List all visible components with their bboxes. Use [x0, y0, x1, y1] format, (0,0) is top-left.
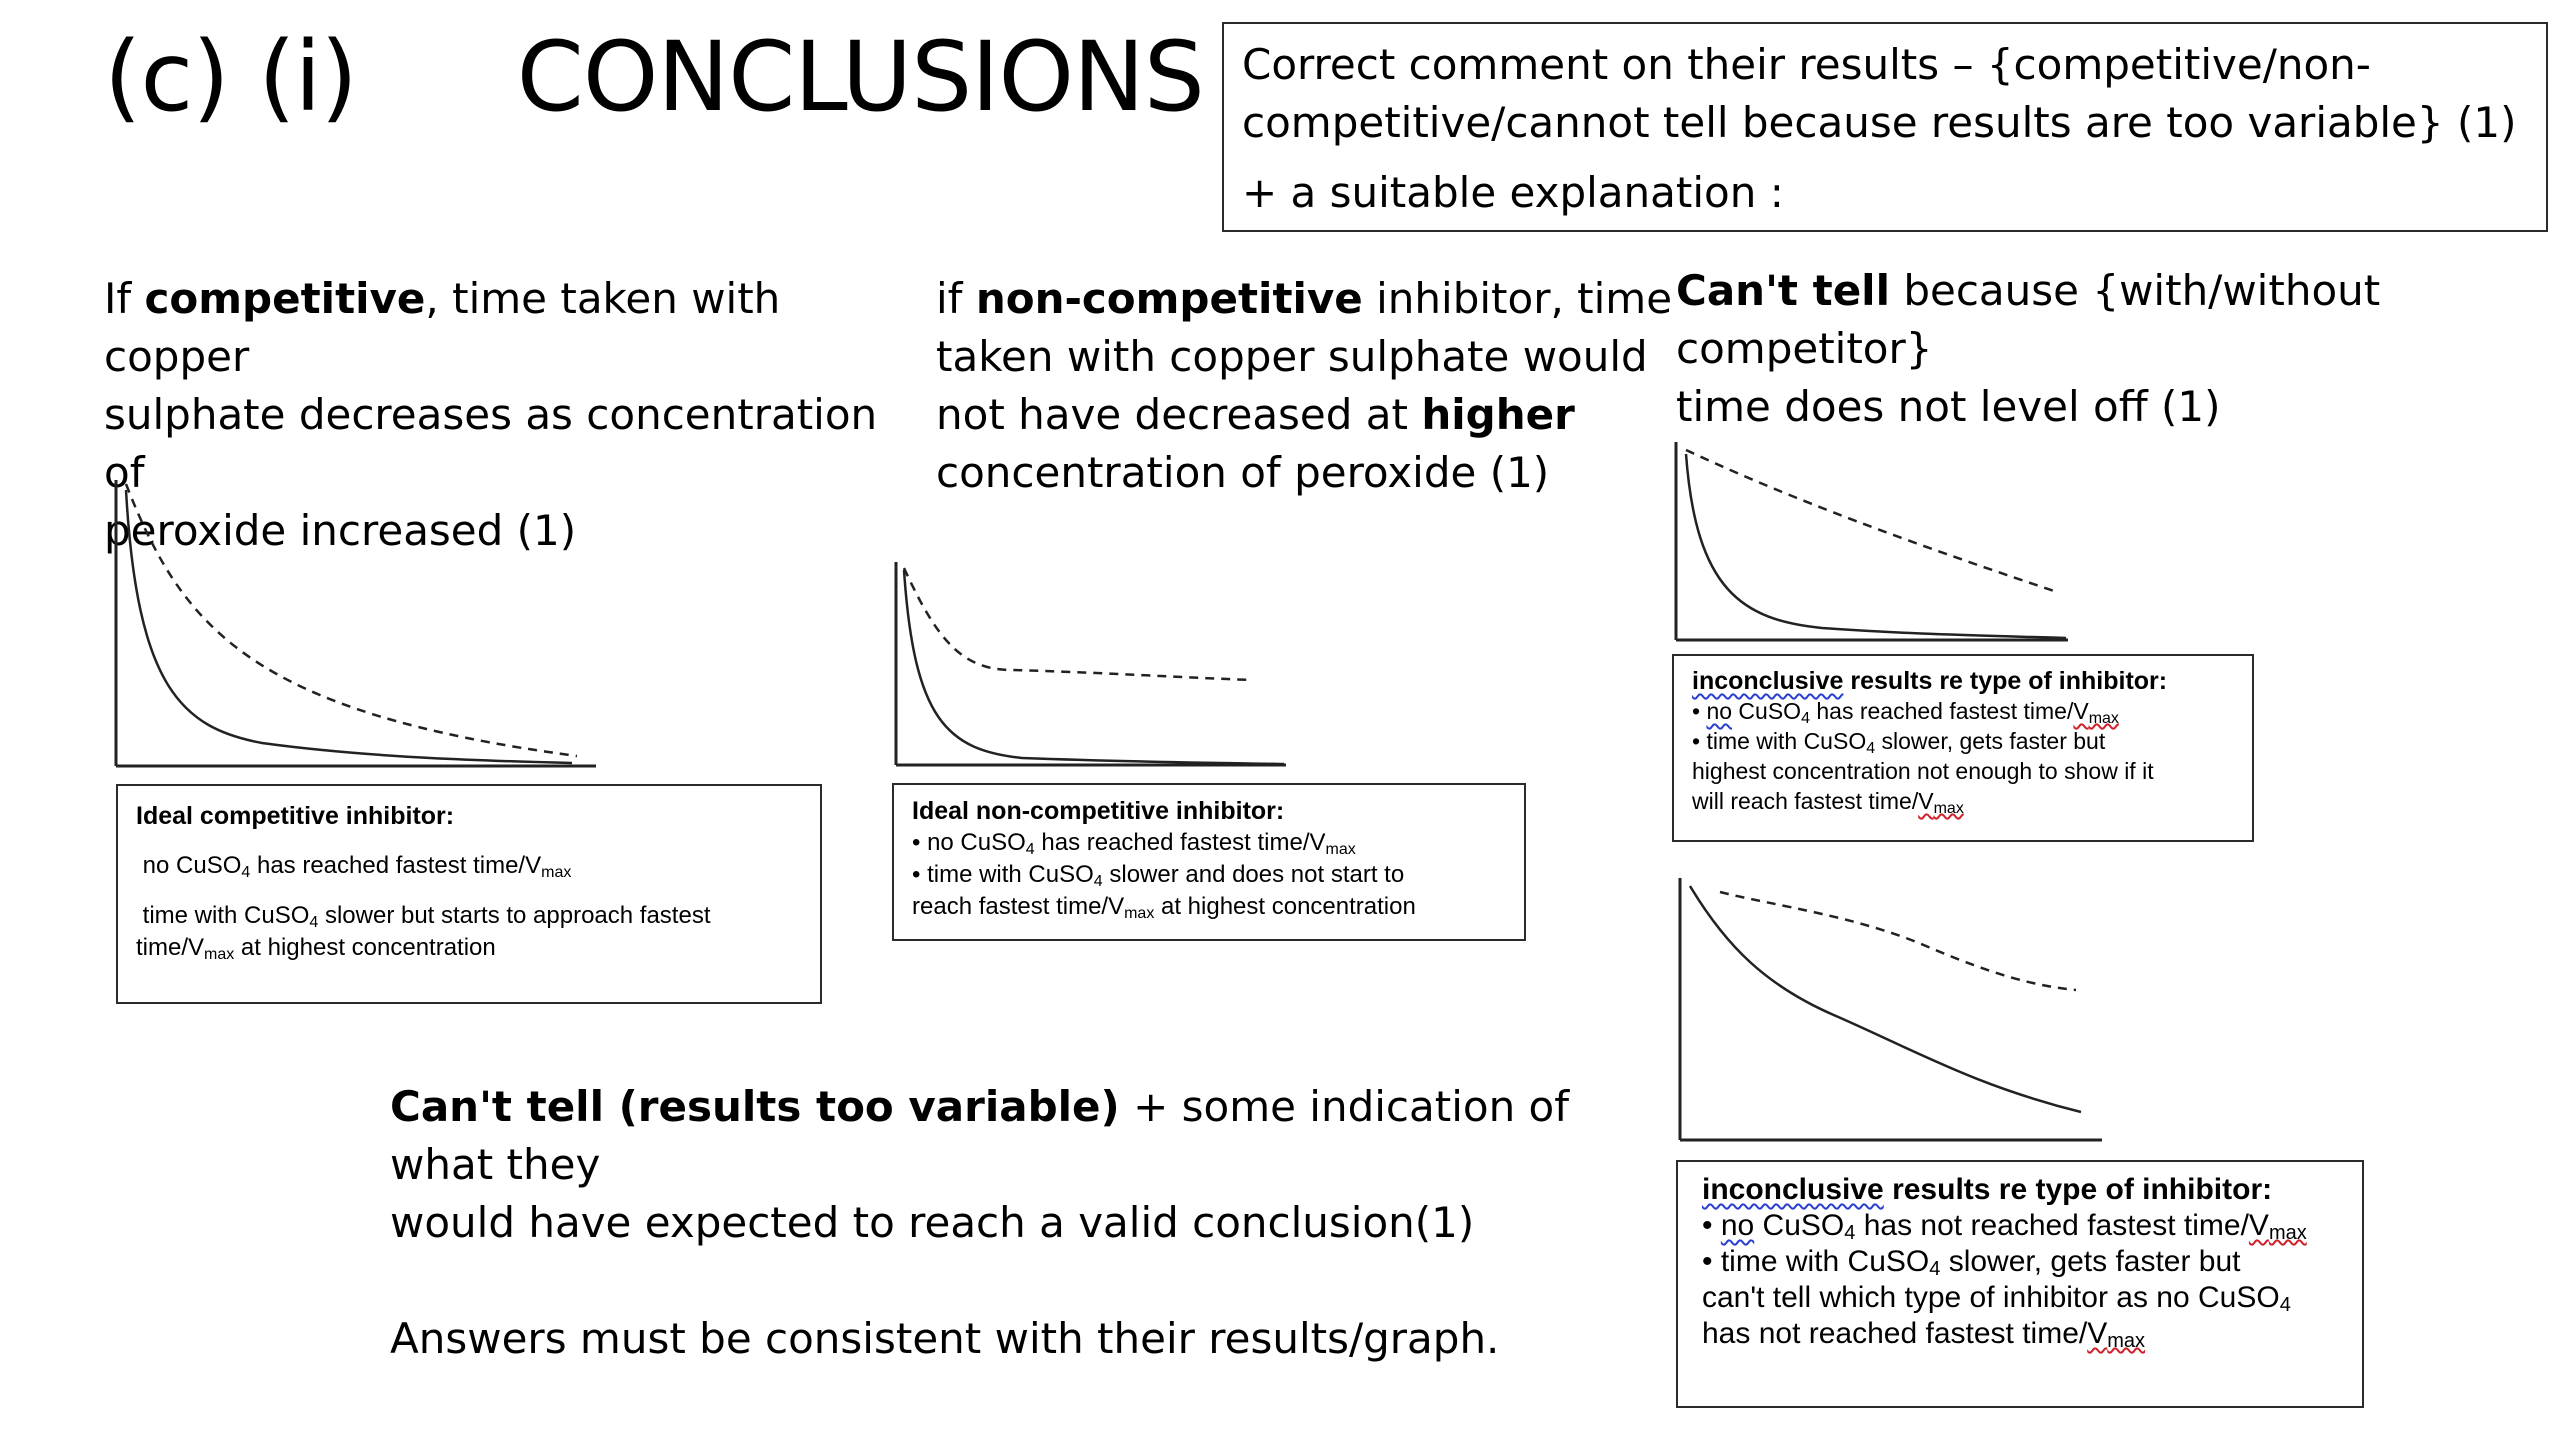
page-title: [104, 22, 1204, 132]
cant-tell-graph-1: [1672, 440, 2072, 645]
note-title: Ideal competitive inhibitor:: [136, 802, 455, 830]
with-inhibitor-curve: [1720, 892, 2076, 990]
non-competitive-graph: [892, 560, 1296, 770]
non-competitive-bold: non-competitive: [975, 274, 1363, 323]
mark-line-2: competitive/cannot tell because results are too variable} (1): [1242, 98, 2517, 147]
with-inhibitor-curve: [1686, 450, 2057, 592]
variable-text: Can't tell (results too variable) + some indication of what they would have expected to reach a valid conclusion(1) Answers must be consistent with their results/graph.: [390, 1078, 1670, 1368]
no-inhibitor-curve: [904, 570, 1284, 764]
title-part: (c) (i): [104, 21, 357, 133]
cant-tell-text: Can't tell because {with/without competitor} time does not level off (1): [1676, 266, 2381, 431]
cant-tell-note-2: inconclusive results re type of inhibitor: • no CuSO$_4$ has not reached fastest time/$V_{max}$ • time with CuSO$_4$ slower, gets faster but can't tell which type of inhibitor as no CuSO$_4$ has not reached fastest time/$V_{max}$: [1676, 1160, 2364, 1408]
mark-line-3: + a suitable explanation :: [1242, 168, 1784, 217]
mark-line-1: Correct comment on their results – {competitive/non-: [1242, 40, 2371, 89]
note-title: Ideal non-competitive inhibitor:: [912, 797, 1285, 825]
cant-tell-bold: Can't tell: [1676, 266, 1890, 315]
mark-scheme-box: [1222, 22, 2548, 232]
no-inhibitor-curve: [1690, 886, 2081, 1112]
non-competitive-note: Ideal non-competitive inhibitor: • no CuSO$_4$ has reached fastest time/$V_{max}$ • time with CuSO$_4$ slower and does not start to reach fastest time/$V_{max}$ at highest concentration: [892, 783, 1526, 941]
variable-bold: Can't tell (results too variable): [390, 1082, 1120, 1131]
non-competitive-text: if non-competitive inhibitor, time taken with copper sulphate would not have decreased at higher concentration of peroxide (1): [936, 274, 1673, 497]
title-heading: CONCLUSIONS: [516, 21, 1204, 133]
cant-tell-note-1: inconclusive results re type of inhibitor: • no CuSO$_4$ has reached fastest time/$V_{max}$ • time with CuSO$_4$ slower, gets faster but highest concentration not enough to show if it will reach fastest time/$V_{max}$: [1672, 654, 2254, 842]
consistency-note: Answers must be consistent with their results/graph.: [390, 1314, 1500, 1363]
with-inhibitor-curve: [904, 568, 1252, 680]
cant-tell-graph-2: [1676, 876, 2106, 1144]
no-inhibitor-curve: [126, 490, 572, 763]
no-inhibitor-curve: [1686, 454, 2066, 638]
competitive-bold: competitive: [144, 274, 426, 323]
competitive-text: If competitive, time taken with copper sulphate decreases as concentration of peroxide increased (1): [104, 274, 878, 555]
competitive-graph: [112, 478, 612, 773]
competitive-note: Ideal competitive inhibitor: no CuSO$_4$ has reached fastest time/$V_{max}$ time with CuSO$_4$ slower but starts to approach fastest time/$V_{max}$ at highest concentration: [116, 784, 822, 1004]
